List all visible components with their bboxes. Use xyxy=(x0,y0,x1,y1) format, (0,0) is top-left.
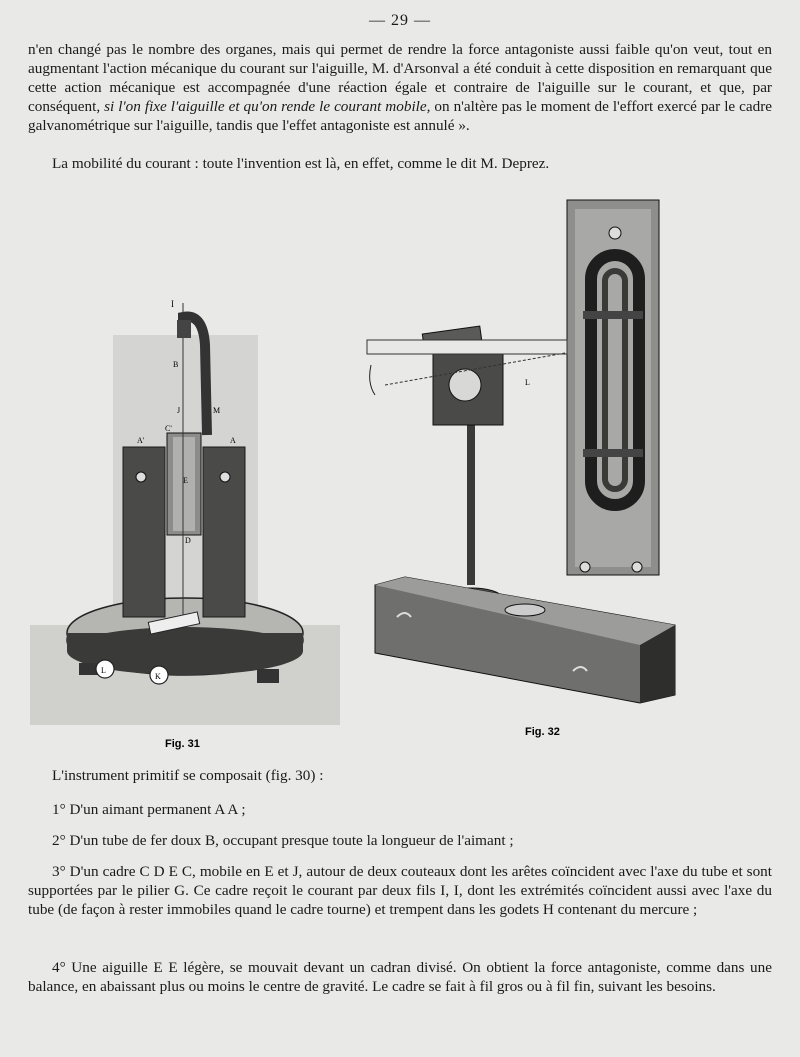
svg-text:M: M xyxy=(213,406,221,415)
svg-text:C': C' xyxy=(165,424,172,433)
svg-text:I: I xyxy=(171,299,174,309)
fig-32-caption: Fig. 32 xyxy=(525,726,560,738)
svg-text:D: D xyxy=(185,536,191,545)
svg-text:L: L xyxy=(101,666,106,675)
list-item-2: 2° D'un tube de fer doux B, occupant presque toute la longueur de l'aimant ; xyxy=(52,832,514,849)
paragraph-continued xyxy=(28,40,772,135)
svg-text:K: K xyxy=(155,672,161,681)
page-number: — 29 — xyxy=(369,12,431,29)
svg-text:E: E xyxy=(183,476,188,485)
svg-text:J: J xyxy=(177,406,181,415)
paragraph-mobility: La mobilité du courant : toute l'invention est là, en effet, comme le dit M. Deprez. xyxy=(52,155,550,172)
svg-text:A': A' xyxy=(137,436,145,445)
list-item-1: 1° D'un aimant permanent A A ; xyxy=(52,801,246,818)
figure-area xyxy=(25,185,775,750)
paragraph-instrument: L'instrument primitif se composait (fig. 30) : xyxy=(52,767,324,784)
fig-31-caption: Fig. 31 xyxy=(165,738,200,750)
list-item-3: 3° D'un cadre C D E C, mobile en E et J, autour de deux couteaux dont les arêtes coïncident avec l'axe du tube et sont supportées par le pilier G. Ce cadre reçoit le courant par deux fils I, I, dont les extrémités coïncident aussi avec l'axe du tube (de façon à rester immobiles quand le cadre tourne) et trempent dans les godets H contenant du mercure ; xyxy=(28,863,772,918)
svg-text:B: B xyxy=(173,360,179,369)
engraving-illustrations xyxy=(25,185,775,750)
paragraph-text: n'en changé pas le nombre des organes, mais qui permet de rendre la force antagoniste aussi faible qu'on veut, tout en augmentant l'action mécanique du courant sur l'aiguille, M. d'Arsonval a été conduit à cette disposition en remarquant que cette action mécanique est accompagnée d'une réaction égale et contraire de l'aiguille sur le courant, et que, par conséquent, xyxy=(28,41,772,115)
paragraph-text-end: on n'altère pas le moment de l'effort exercé par le cadre galvanométrique sur l'aiguille, tandis que l'effet antagoniste est annulé ». xyxy=(28,98,773,134)
fig-31-drawing xyxy=(30,299,340,725)
list-item-4: 4° Une aiguille E E légère, se mouvait devant un cadran divisé. On obtient la force antagoniste, comme dans une balance, en abaissant plus ou moins le centre de gravité. Le cadre se fait à fil gros ou à fil fin, suivant les besoins. xyxy=(28,959,772,995)
paragraph-italic: si l'on fixe l'aiguille et qu'on rende le courant mobile, xyxy=(104,98,431,115)
svg-text:L: L xyxy=(525,378,530,387)
svg-text:A: A xyxy=(230,436,236,445)
fig-32-drawing xyxy=(367,200,675,703)
